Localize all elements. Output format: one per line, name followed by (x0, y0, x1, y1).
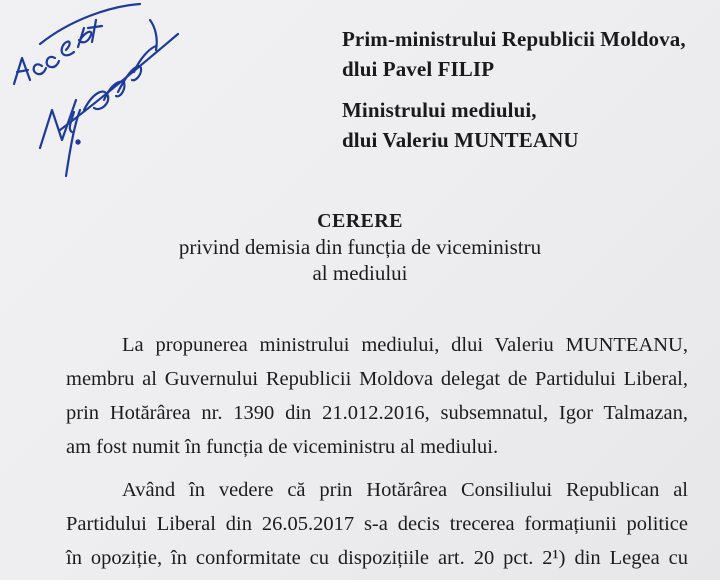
recipient-1-line1: Prim-ministrului Republicii Moldova, (342, 27, 686, 51)
paragraph-1-line: prin Hotărârea nr. 1390 din 21.012.2016, subsemnatul, Igor Talmazan, (66, 402, 688, 424)
recipient-2-line2: dlui Valeriu MUNTEANU (342, 128, 579, 152)
paragraph-2-line: în opoziție, în conformitate cu dispozițiile art. 20 pct. 2¹) din Legea cu (66, 547, 688, 569)
paragraph-1-line: La propunerea ministrului mediului, dlui Valeriu MUNTEANU, (122, 334, 688, 356)
document-title: CERERE (317, 210, 403, 232)
recipient-1-line2: dlui Pavel FILIP (342, 57, 495, 81)
handwritten-signature (0, 0, 190, 185)
recipient-2-line1: Ministrului mediului, (342, 98, 537, 122)
paragraph-1-line: membru al Guvernului Republicii Moldova delegat de Partidului Liberal, (66, 368, 688, 390)
document-subtitle-line2: al mediului (312, 261, 408, 285)
document-subtitle-line1: privind demisia din funcția de viceministru (178, 235, 542, 259)
paragraph-2-line: Având în vedere că prin Hotărârea Consiliului Republican al (122, 479, 688, 501)
paragraph-1-line: am fost numit în funcția de viceministru al mediului. (66, 436, 499, 458)
paragraph-2-line: Partidului Liberal din 26.05.2017 s-a decis trecerea formațiunii politice (66, 513, 688, 535)
